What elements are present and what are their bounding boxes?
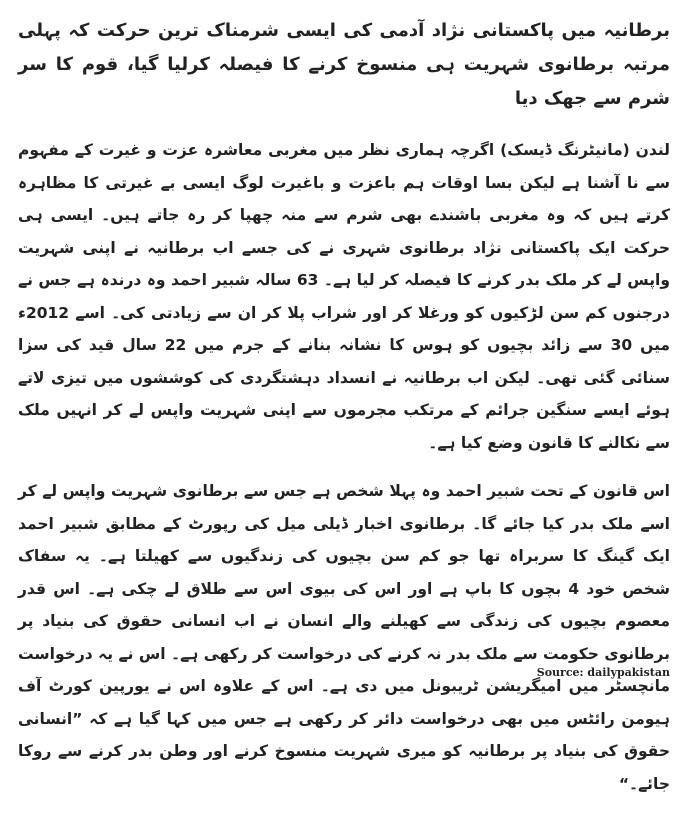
news-article <box>18 14 670 816</box>
source-credit: Source: dailypakistan <box>536 666 670 679</box>
article-headline: برطانیہ میں پاکستانی نژاد آدمی کی ایسی شرمناک ترین حرکت کہ پہلی مرتبہ برطانوی شہریت ہی منسوخ کرنے کا فیصلہ کرلیا گیا، قوم کا سر شرم سے جھک دیا <box>18 20 670 109</box>
article-paragraph-2: اس قانون کے تحت شبیر احمد وہ پہلا شخص ہے جس سے برطانوی شہریت واپس لے کر اسے ملک بدر کیا جائے گا۔ برطانوی اخبار ڈیلی میل کی رپورٹ کے مطابق شبیر احمد ایک گینگ کا سربراہ تھا جو کم سن بچیوں کی زندگیوں سے کھیلتا ہے۔ یہ سفاک شخص خود 4 بچوں کا باپ ہے اور اس کی بیوی اس سے طلاق لے چکی ہے۔ اس قدر معصوم بچیوں کی زندگی سے کھیلنے والے انسان نے اب انسانی حقوق کی بنیاد پر برطانوی حکومت سے ملک بدر نہ کرنے کی درخواست کر رکھی ہے۔ اس نے یہ درخواست مانچسٹر میں امیگریشن ٹریبونل میں دی ہے۔ اس کے علاوہ اس نے یورپین کورٹ آف ہیومن رائٹس میں بھی درخواست دائر کر رکھی ہے جس میں کہا گیا ہے کہ ”انسانی حقوق کی بنیاد پر برطانیہ کو میری شہریت منسوخ کرنے اور وطن بدر کرنے سے روکا جائے۔“ <box>18 482 670 793</box>
article-paragraph-1: لندن (مانیٹرنگ ڈیسک) اگرچہ ہماری نظر میں مغربی معاشرہ عزت و غیرت کے مفہوم سے نا آشنا ہے لیکن بسا اوقات ہم باعزت و باغیرت لوگ ایسی بے غیرتی کا مظاہرہ کرتے ہیں کہ وہ مغربی باشندے بھی شرم سے منہ چھپا کر رہ جاتے ہیں۔ ایسی ہی حرکت ایک پاکستانی نژاد برطانوی شہری نے کی جسے اب برطانیہ نے اپنی شہریت واپس لے کر ملک بدر کرنے کا فیصلہ کر لیا ہے۔ 63 سالہ شبیر احمد وہ درندہ ہے جس نے درجنوں کم سن لڑکیوں کو ورغلا کر اور شراب پلا کر ان سے زیادتی کی۔ اسے 2012ء میں 30 سے زائد بچیوں کو ہوس کا نشانہ بنانے کے جرم میں 22 سال قید کی سزا سنائی گئی تھی۔ لیکن اب برطانیہ نے انسداد دہشتگردی کی کوششوں میں تیزی لاتے ہوئے ایسے سنگین جرائم کے مرتکب مجرموں سے اپنی شہریت واپس لے کر انہیں ملک سے نکالنے کا قانون وضع کیا ہے۔ <box>18 141 670 452</box>
